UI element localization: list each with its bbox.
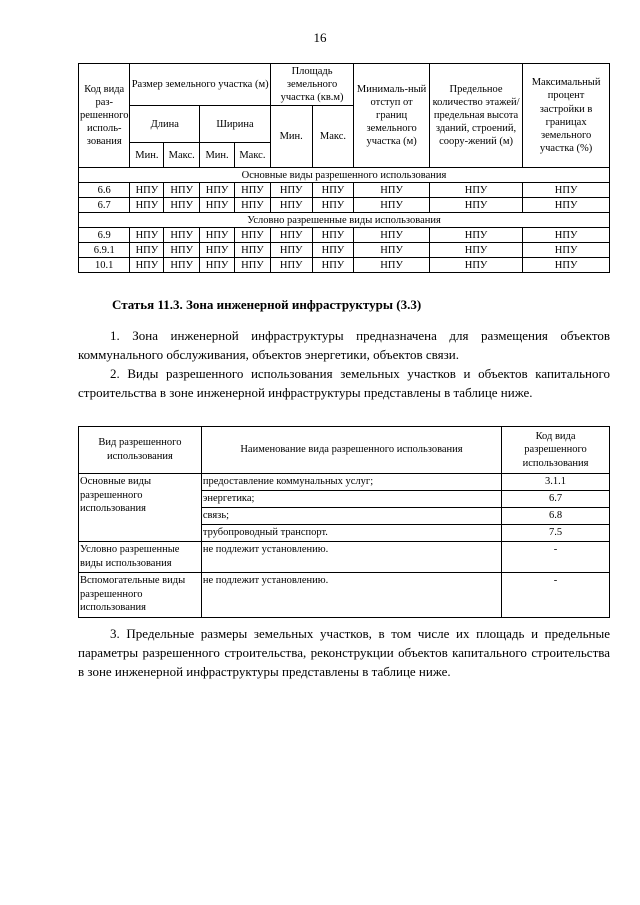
auxiliary-uses-name: не подлежит установлению. [201, 573, 501, 618]
cell: НПУ [429, 243, 522, 258]
cell: 6.7 [79, 198, 130, 213]
cell: НПУ [270, 258, 312, 273]
permitted-use-table [78, 426, 610, 618]
cell: НПУ [164, 228, 200, 243]
cell: НПУ [164, 243, 200, 258]
table-row [79, 243, 610, 258]
cell: 10.1 [79, 258, 130, 273]
use-name: связь; [201, 508, 501, 525]
use-name: предоставление коммунальных услуг; [201, 474, 501, 491]
header-length: Длина [130, 106, 200, 143]
conditional-uses-name: не подлежит установлению. [201, 542, 501, 573]
cell: НПУ [523, 243, 610, 258]
use-name: трубопроводный транспорт. [201, 525, 501, 542]
header-width-max: Макс. [234, 143, 270, 168]
cell: НПУ [130, 243, 164, 258]
cell: НПУ [200, 198, 235, 213]
cell: НПУ [354, 243, 430, 258]
paragraph-1-text: 1. Зона инженерной инфраструктуры предназначена для размещения объектов коммунального обслуживания, объектов энергетики, объектов связи. [78, 328, 610, 362]
cell: НПУ [312, 258, 354, 273]
cell: НПУ [164, 198, 200, 213]
cell: НПУ [354, 198, 430, 213]
header-indent: Минималь-ный отступ от границ земельного участка (м) [354, 64, 430, 168]
cell: НПУ [130, 228, 164, 243]
header-length-min: Мин. [130, 143, 164, 168]
header-area-min: Мин. [270, 106, 312, 168]
cell: НПУ [523, 183, 610, 198]
table-row [79, 258, 610, 273]
cell: НПУ [130, 258, 164, 273]
cell: НПУ [312, 228, 354, 243]
paragraph-2-text: 2. Виды разрешенного использования земельных участков и объектов капитального строительства в зоне инженерной инфраструктуры представлены в таблице ниже. [78, 366, 610, 400]
parameters-table [78, 63, 610, 273]
cell: НПУ [270, 198, 312, 213]
cell: 6.6 [79, 183, 130, 198]
cell: НПУ [429, 183, 522, 198]
use-name: энергетика; [201, 491, 501, 508]
cell: НПУ [234, 243, 270, 258]
cell: НПУ [270, 183, 312, 198]
paragraph-3 [78, 624, 610, 681]
cell: НПУ [312, 198, 354, 213]
section-title: Основные виды разрешенного использования [79, 168, 610, 183]
cell: НПУ [354, 228, 430, 243]
header-length-max: Макс. [164, 143, 200, 168]
cell: НПУ [234, 183, 270, 198]
cell: НПУ [270, 228, 312, 243]
cell: НПУ [354, 183, 430, 198]
header-size: Размер земельного участка (м) [130, 64, 270, 106]
header-percent: Максимальный процент застройки в границах земельного участка (%) [523, 64, 610, 168]
page-number: 16 [313, 30, 327, 45]
conditional-uses-code: - [502, 542, 610, 573]
use-code: 6.7 [502, 491, 610, 508]
header-name: Наименование вида разрешенного использования [201, 427, 501, 474]
cell: НПУ [234, 198, 270, 213]
table-row [79, 198, 610, 213]
cell: НПУ [354, 258, 430, 273]
cell: НПУ [523, 258, 610, 273]
header-area: Площадь земельного участка (кв.м) [270, 64, 353, 106]
cell: НПУ [130, 198, 164, 213]
cell: НПУ [234, 228, 270, 243]
paragraph-3-text: 3. Предельные размеры земельных участков, в том числе их площадь и предельные параметры разрешенного строительства, реконструкции объектов капитального строительства в зоне инженерной инфраструктуры представлены в таблице ниже. [78, 626, 610, 679]
cell: НПУ [234, 258, 270, 273]
table-row [79, 228, 610, 243]
cell: НПУ [200, 228, 235, 243]
cell: НПУ [312, 243, 354, 258]
use-code: 3.1.1 [502, 474, 610, 491]
header-floors: Предельное количество этажей/ предельная высота зданий, строений, соору-жений (м) [429, 64, 522, 168]
use-code: 6.8 [502, 508, 610, 525]
main-uses-label: Основные виды разрешенного использования [79, 474, 202, 542]
header-type: Вид разрешенного использования [79, 427, 202, 474]
cell: НПУ [523, 228, 610, 243]
cell: НПУ [200, 258, 235, 273]
header-code: Код вида раз-решенного исполь-зования [79, 64, 130, 168]
cell: НПУ [200, 243, 235, 258]
cell: НПУ [130, 183, 164, 198]
cell: НПУ [200, 183, 235, 198]
auxiliary-uses-code: - [502, 573, 610, 618]
header-width: Ширина [200, 106, 271, 143]
cell: НПУ [429, 228, 522, 243]
paragraph-1 [78, 326, 610, 364]
table-row [79, 183, 610, 198]
section-title: Условно разрешенные виды использования [79, 213, 610, 228]
cell: 6.9.1 [79, 243, 130, 258]
header-area-max: Макс. [312, 106, 354, 168]
cell: НПУ [164, 183, 200, 198]
cell: НПУ [270, 243, 312, 258]
header-width-min: Мин. [200, 143, 235, 168]
cell: НПУ [312, 183, 354, 198]
cell: НПУ [164, 258, 200, 273]
conditional-uses-label: Условно разрешенные виды использования [79, 542, 202, 573]
paragraph-2 [78, 364, 610, 402]
cell: НПУ [523, 198, 610, 213]
cell: НПУ [429, 258, 522, 273]
cell: НПУ [429, 198, 522, 213]
use-code: 7.5 [502, 525, 610, 542]
header-code: Код вида разрешенного использования [502, 427, 610, 474]
auxiliary-uses-label: Вспомогательные виды разрешенного использования [79, 573, 202, 618]
cell: 6.9 [79, 228, 130, 243]
article-heading: Статья 11.3. Зона инженерной инфраструктуры (3.3) [112, 297, 422, 312]
